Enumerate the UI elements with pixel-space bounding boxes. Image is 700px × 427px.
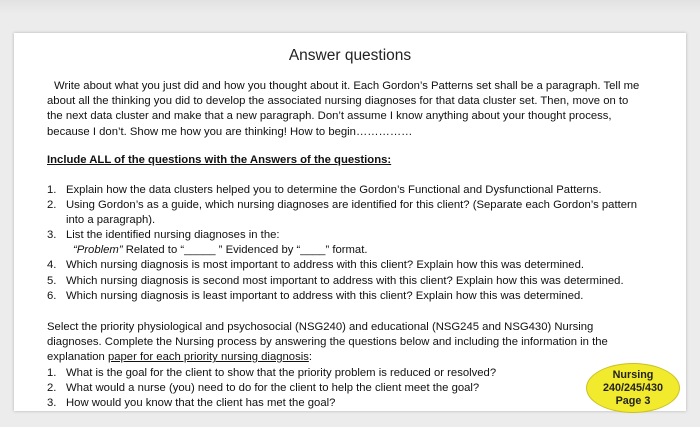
question-text: Which nursing diagnosis is most important to address with this client? Explain how this was determined. xyxy=(66,259,585,272)
question-number: 1. xyxy=(47,184,57,196)
priority-text: Select the priority physiological and psychosocial (NSG240) and educational (NSG245 and NSG430) Nursing diagnoses. Complete the Nursing process by answering the questions below and including the information in the explanation xyxy=(47,321,608,364)
goal-question-list xyxy=(47,366,657,411)
format-line xyxy=(47,243,657,258)
priority-paragraph xyxy=(47,320,647,365)
question-text: Explain how the data clusters helped you to determine the Gordon’s Functional and Dysfunctional Patterns. xyxy=(66,184,602,196)
goal-question-text: How would you know that the client has met the goal? xyxy=(66,397,336,410)
question-number: 2. xyxy=(47,199,57,212)
question-number: 5. xyxy=(47,274,57,287)
goal-question-item xyxy=(47,366,657,381)
format-problem: “Problem” xyxy=(73,244,123,257)
question-text: Using Gordon’s as a guide, which nursing diagnoses are identified for this client? (Separate each Gordon’s pattern into a paragraph). xyxy=(66,199,638,227)
goal-question-number: 1. xyxy=(47,367,57,379)
priority-underlined: paper for each priority nursing diagnosis xyxy=(107,351,309,364)
question-text: Which nursing diagnosis is least important to address with this client? Explain how this was determined. xyxy=(66,289,584,302)
badge-line-page: Page 3 xyxy=(615,394,651,407)
badge-line-numbers: 240/245/430 xyxy=(602,381,664,394)
question-number: 6. xyxy=(47,289,57,302)
page-title: Answer questions xyxy=(288,47,412,64)
question-item xyxy=(47,289,657,304)
document-page xyxy=(14,33,686,411)
format-rest: Related to “_____ ” Evidenced by “____” format. xyxy=(122,244,368,257)
goal-question-text: What would a nurse (you) need to do for the client to help the client meet the goal? xyxy=(66,382,480,395)
course-page-badge xyxy=(586,363,680,413)
question-text: Which nursing diagnosis is second most important to address with this client? Explain how this was determined. xyxy=(66,274,624,287)
question-item xyxy=(47,198,657,228)
question-list xyxy=(47,183,657,304)
goal-question-number: 3. xyxy=(47,397,57,410)
question-number: 3. xyxy=(47,229,57,242)
viewer-top-bar xyxy=(0,0,700,14)
question-item xyxy=(47,258,657,273)
badge-line-course: Nursing xyxy=(612,368,654,381)
question-number: 4. xyxy=(47,259,57,272)
question-item xyxy=(47,228,657,243)
intro-paragraph: Write about what you just did and how you thought about it. Each Gordon’s Patterns set shall be a paragraph. Tell me about all the thinking you did to develop the associated nursing diagnoses for that data cluster set. Then, move on to the next data cluster and make that a new paragraph. Don’t assume I know anything about your thought process, because I don’t. Show me how you are thinking! How to begin…………… xyxy=(47,80,640,138)
priority-end: : xyxy=(308,351,313,364)
goal-question-item xyxy=(47,396,657,411)
question-item xyxy=(47,274,657,289)
goal-question-number: 2. xyxy=(47,382,57,395)
questions-heading: Include ALL of the questions with the Answers of the questions: xyxy=(47,154,392,166)
goal-question-item xyxy=(47,381,657,396)
question-text: List the identified nursing diagnoses in the: xyxy=(66,229,280,242)
question-item xyxy=(47,183,657,198)
goal-question-text: What is the goal for the client to show that the priority problem is reduced or resolved? xyxy=(66,367,497,379)
